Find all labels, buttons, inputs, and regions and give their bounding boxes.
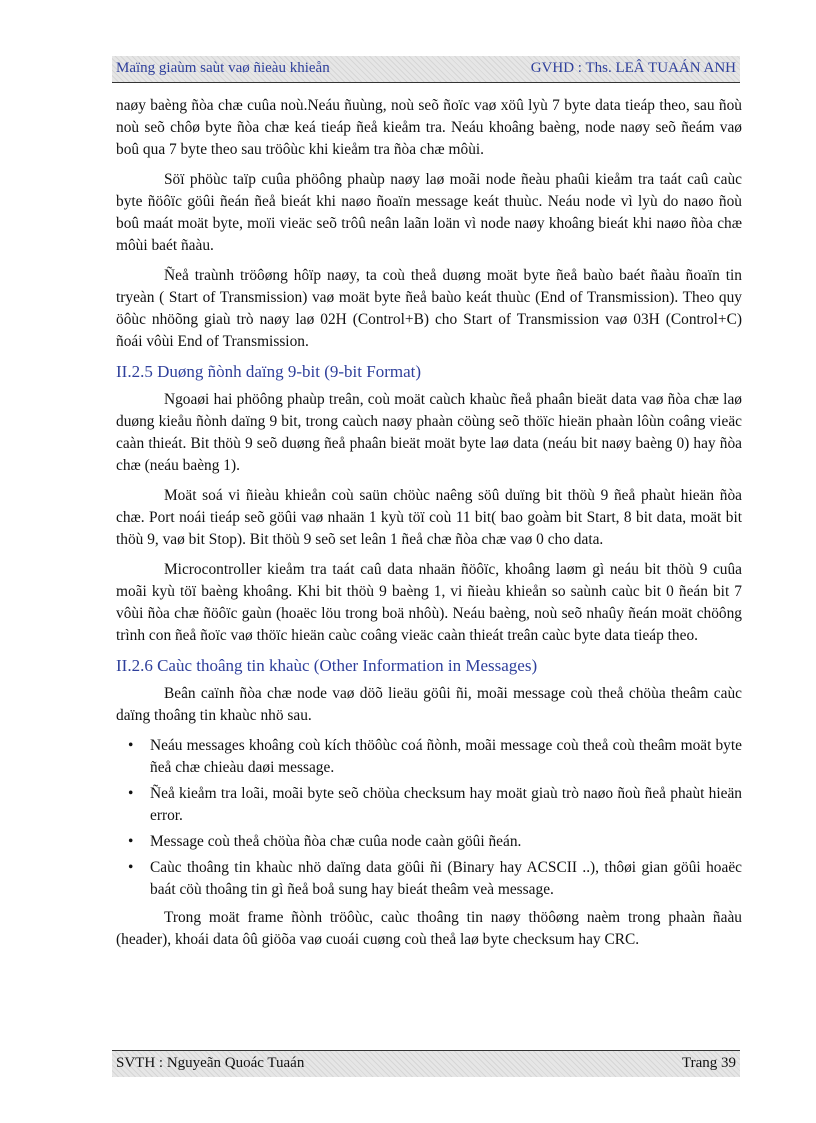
paragraph-5: Moät soá vi ñieàu khieån coù saün chöùc naêng söû duïng bit thöù 9 ñeå phaùt hieän ñòa chæ. Port noái tieáp seõ göûi vaø nhaän 1 kyù töï coù 11 bit( bao goàm bit Start, 8 bit data, moät bit thöù 9, vaø bit Stop). Bit thöù 9 seõ set leân 1 ñeå chæ ñòa chæ vaø 0 cho data. xyxy=(116,487,742,548)
list-item xyxy=(116,783,742,827)
paragraph-2: Söï phöùc taïp cuûa phöông phaùp naøy laø moãi node ñeàu phaûi kieåm tra taát caû caùc byte ñöôïc göûi ñeán ñeå bieát khi naøo ñoaïn message keát thuùc. Neáu node vì lyù do naøo ñoù boû maát moät byte, moïi vieäc seõ trôû neân laãn loän vì node naøy khoâng bieát khi naøo ñòa chæ môùi baét ñaàu. xyxy=(116,171,742,254)
info-list xyxy=(116,735,742,901)
bullet-icon: • xyxy=(128,859,134,876)
header-title: Maïng giaùm saùt vaø ñieàu khieån xyxy=(116,60,330,76)
paragraph-3: Ñeå traùnh tröôøng hôïp naøy, ta coù theå duøng moät byte ñeå baùo baét ñaàu ñoaïn tin tryeàn ( Start of Transmission) vaø moät byte ñeå baùo keát thuùc (End of Transmission). Theo quy öôùc nhöõng giaù trò naøy laø 02H (Control+B) cho Start of Transmission vaø 03H (Control+C) ñoái vôùi End of Transmission. xyxy=(116,267,742,350)
footer-author: SVTH : Nguyeãn Quoác Tuaán xyxy=(116,1055,305,1071)
bullet-icon: • xyxy=(128,785,134,802)
page-footer xyxy=(112,1050,740,1077)
list-item-text: Message coù theå chöùa ñòa chæ cuûa node caàn göûi ñeán. xyxy=(150,833,522,850)
paragraph-6: Microcontroller kieåm tra taát caû data nhaän ñöôïc, khoâng laøm gì neáu bit thöù 9 cuûa moãi kyù töï baèng khoâng. Khi bit thöù 9 baèng 1, vi ñieàu khieån so saùnh caùc bit 0 ñeán bit 7 vôùi ñòa chæ ñöôïc gaùn (hoaëc löu trong boä nhôù). Neáu baèng, noù seõ nhaûy ñeán moät chöông trình con ñeå ñoïc vaø thöïc hieän caùc coâng vieäc caàn thieát treân caùc byte data tieáp theo. xyxy=(116,561,742,644)
list-item xyxy=(116,857,742,901)
page-content xyxy=(116,95,742,959)
paragraph-7: Beân caïnh ñòa chæ node vaø döõ lieäu göûi ñi, moãi message coù theå chöùa theâm caùc daïng thoâng tin khaùc nhö sau. xyxy=(116,685,742,724)
section-heading-2-5: II.2.5 Duøng ñònh daïng 9-bit (9-bit Format) xyxy=(116,362,422,381)
header-instructor: GVHD : Ths. LEÂ TUAÁN ANH xyxy=(530,60,736,76)
list-item xyxy=(116,735,742,779)
section-heading-2-6: II.2.6 Caùc thoâng tin khaùc (Other Information in Messages) xyxy=(116,656,538,675)
list-item-text: Neáu messages khoâng coù kích thöôùc coá ñònh, moãi message coù theå coù theâm moät byte ñeå chæ chieàu daøi message. xyxy=(150,737,742,776)
list-item xyxy=(116,831,742,853)
list-item-text: Caùc thoâng tin khaùc nhö daïng data göûi ñi (Binary hay ACSCII ..), thôøi gian göûi hoaëc baát cöù thoâng tin gì ñeå boå sung hay bieát theâm veà message. xyxy=(150,859,742,898)
paragraph-4: Ngoaøi hai phöông phaùp treân, coù moät caùch khaùc ñeå phaân bieät data vaø ñòa chæ laø duøng kieåu ñònh daïng 9 bit, trong caùch naøy phaàn cöùng seõ thöïc hieän phaàn lôùn coâng vieäc caàn thieát. Bit thöù 9 seõ duøng ñeå phaân bieät moät byte laø data (neáu bit naøy baèng 0) hay ñòa chæ (neáu baèng 1). xyxy=(116,391,742,474)
bullet-icon: • xyxy=(128,833,134,850)
paragraph-1: naøy baèng ñòa chæ cuûa noù.Neáu ñuùng, noù seõ ñoïc vaø xöû lyù 7 byte data tieáp theo, sau ñoù noù seõ chôø byte ñòa chæ keá tieáp ñeå kieåm tra. Neáu khoâng baèng, node naøy seõ ñeám vaø boû qua 7 byte theo sau tröôùc khi kieåm tra ñòa chæ môùi. xyxy=(116,97,742,158)
list-item-text: Ñeå kieåm tra loãi, moãi byte seõ chöùa checksum hay moät giaù trò naøo ñoù ñeå phaùt hieän error. xyxy=(150,785,742,824)
page-header xyxy=(112,56,740,83)
paragraph-8: Trong moät frame ñònh tröôùc, caùc thoâng tin naøy thöôøng naèm trong phaàn ñaàu (header), khoái data ôû giöõa vaø cuoái cuøng coù theå laø byte checksum hay CRC. xyxy=(116,909,742,948)
page-number: Trang 39 xyxy=(681,1055,736,1071)
bullet-icon: • xyxy=(128,737,134,754)
